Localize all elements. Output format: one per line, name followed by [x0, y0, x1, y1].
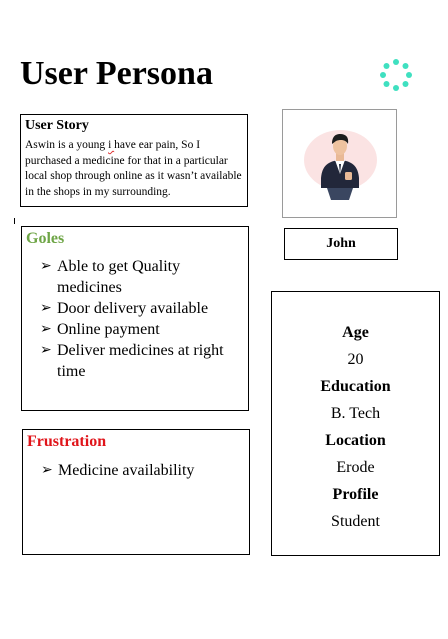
frustration-heading: Frustration	[27, 433, 107, 450]
profile-photo-frame	[282, 109, 397, 218]
arrowhead-bullet-icon: ➢	[41, 463, 53, 478]
detail-value-location: Erode	[336, 459, 375, 476]
arrowhead-bullet-icon: ➢	[40, 322, 52, 337]
detail-label-profile: Profile	[332, 486, 379, 503]
detail-value-education: B. Tech	[330, 405, 381, 422]
frustration-list	[27, 460, 245, 481]
detail-label-age: Age	[342, 324, 369, 341]
detail-label-education: Education	[320, 378, 391, 395]
text-cursor-mark	[14, 218, 15, 224]
list-item: ➢ Able to get Quality medicines	[40, 258, 181, 296]
goals-box	[21, 226, 249, 411]
list-item: ➢ Deliver medicines at right time	[40, 342, 224, 380]
frustration-box	[22, 429, 250, 555]
detail-label-location: Location	[325, 432, 386, 449]
persona-name: John	[284, 228, 398, 260]
user-story-heading: User Story	[25, 118, 89, 133]
story-text-misspelled: i	[108, 139, 115, 151]
detail-value-age: 20	[347, 351, 364, 368]
arrowhead-bullet-icon: ➢	[40, 301, 52, 316]
user-story-box	[20, 114, 248, 207]
story-text-part-1: Aswin is a young	[25, 139, 109, 151]
page-title: User Persona	[20, 55, 213, 92]
story-text-part-2: have ear pain, So I purchased a medicine for that in a particular local shop through online as it wasn’t available in the shops in my surrounding.	[25, 139, 242, 198]
loading-spinner-icon	[378, 58, 414, 92]
goals-heading: Goles	[26, 230, 65, 247]
list-item: ➢ Medicine availability	[41, 462, 195, 479]
user-story-text	[25, 138, 243, 200]
arrowhead-bullet-icon: ➢	[40, 343, 52, 358]
persona-details-box	[271, 291, 440, 556]
detail-value-profile: Student	[331, 513, 380, 530]
list-item: ➢ Online payment	[40, 321, 160, 338]
goals-list	[26, 256, 244, 382]
arrowhead-bullet-icon: ➢	[40, 259, 52, 274]
person-illustration	[311, 126, 369, 202]
list-item: ➢ Door delivery available	[40, 300, 209, 317]
